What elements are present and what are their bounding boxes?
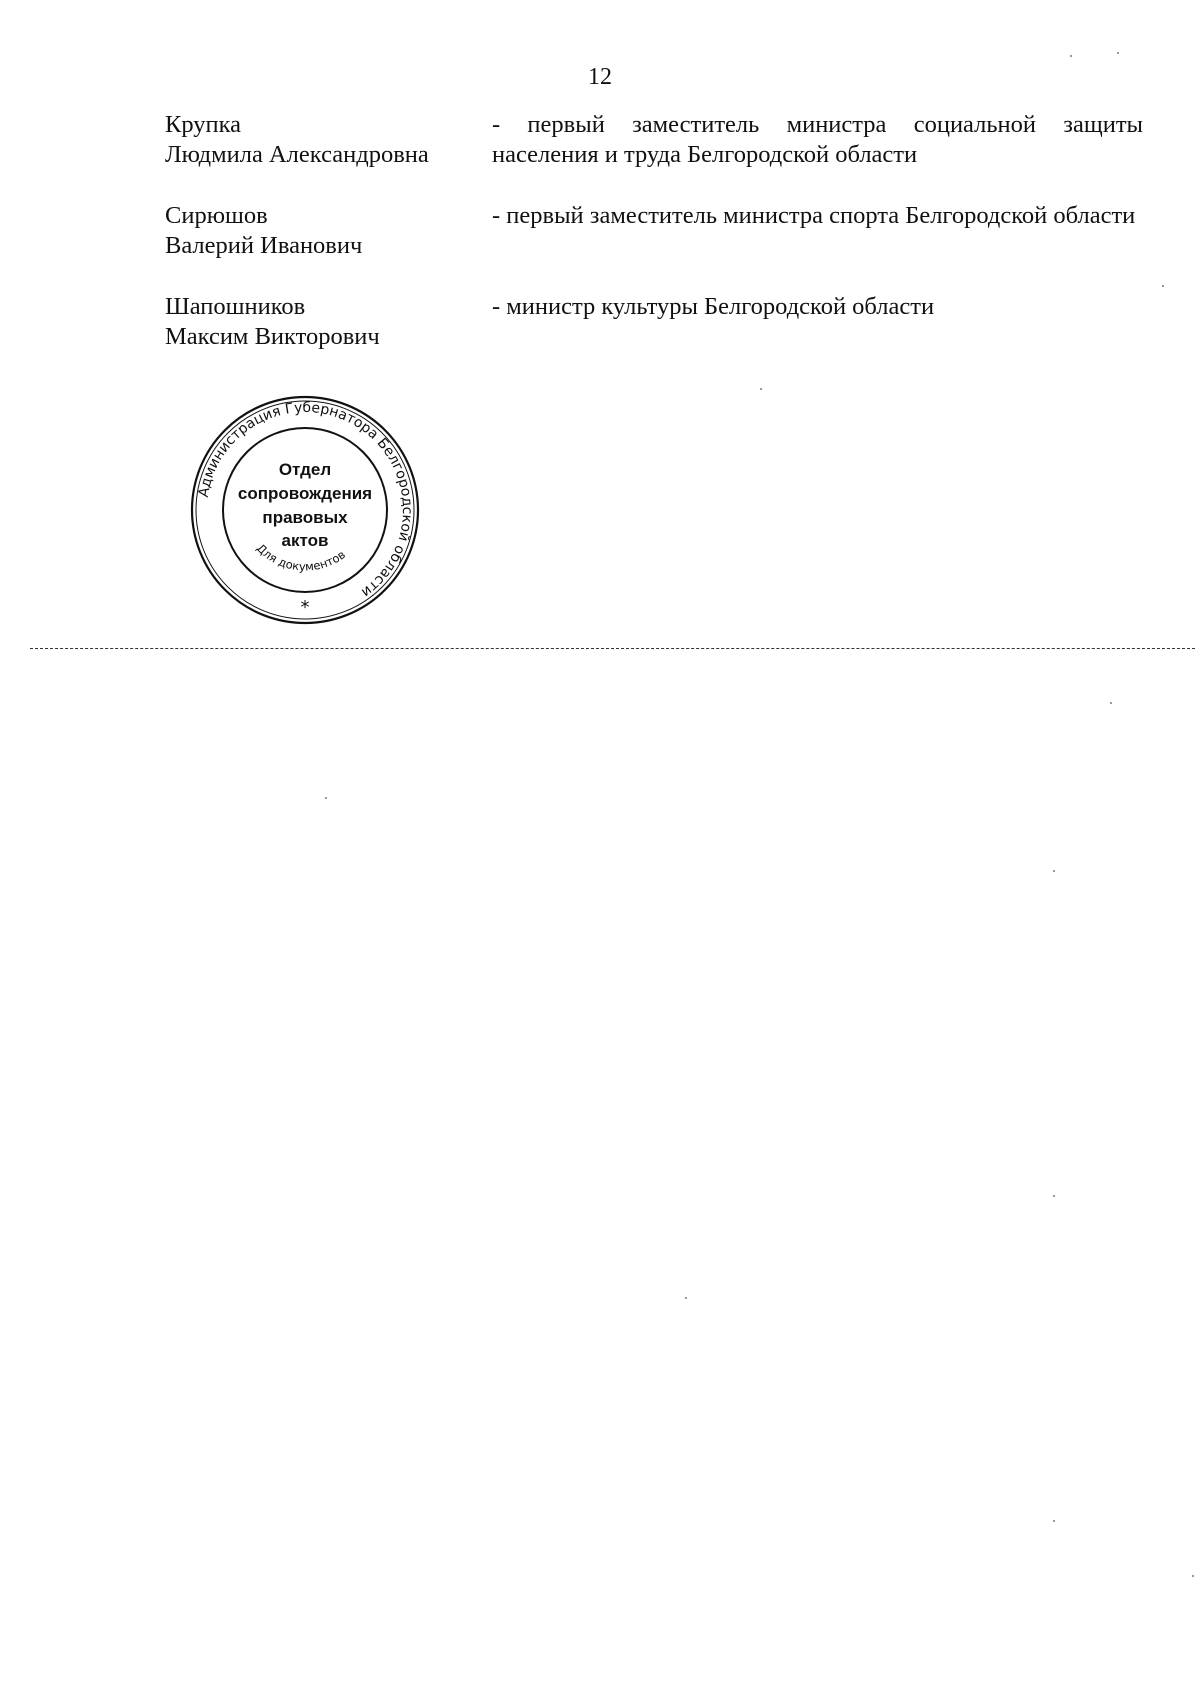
official-position: - первый заместитель министра социальной защиты населения и труда Белгородской области	[492, 111, 1143, 168]
scan-speck	[760, 388, 762, 390]
official-given-names: Людмила Александровна	[165, 141, 429, 168]
scan-speck	[685, 1297, 687, 1299]
official-name	[165, 292, 492, 352]
stamp-center-line: Отдел	[278, 460, 332, 479]
stamp-center-line: сопровождения	[237, 484, 373, 503]
official-entry	[165, 201, 1143, 261]
official-entry	[165, 292, 1143, 352]
official-position: - первый заместитель министра спорта Белгородской области	[492, 202, 1136, 229]
official-entry	[165, 110, 1143, 170]
scan-speck	[1162, 285, 1164, 287]
official-name	[165, 201, 492, 261]
stamp-ring-text: Администрация Губернатора Белгородской области	[195, 399, 416, 601]
stamp-center-line: правовых	[262, 508, 348, 527]
page-number: 12	[588, 64, 612, 90]
scan-speck	[1053, 1520, 1055, 1522]
official-stamp	[188, 393, 422, 627]
stamp-star: *	[300, 597, 310, 618]
official-name	[165, 110, 492, 170]
official-given-names: Максим Викторович	[165, 323, 380, 350]
officials-list	[165, 110, 1143, 383]
scan-speck	[1070, 55, 1072, 57]
scan-speck	[1053, 870, 1055, 872]
official-position: - министр культуры Белгородской области	[492, 293, 935, 320]
page-separator-line	[30, 648, 1195, 649]
scan-speck	[1117, 52, 1119, 54]
scan-speck	[325, 797, 327, 799]
scan-speck	[1053, 1195, 1055, 1197]
stamp-bottom-text: Для документов	[253, 540, 348, 574]
scan-speck	[1110, 702, 1112, 704]
official-surname: Сирюшов	[165, 202, 268, 229]
stamp-center-line: актов	[281, 531, 329, 550]
official-given-names: Валерий Иванович	[165, 232, 363, 259]
scan-speck	[1192, 1575, 1194, 1577]
official-surname: Шапошников	[165, 293, 306, 320]
official-surname: Крупка	[165, 111, 242, 138]
